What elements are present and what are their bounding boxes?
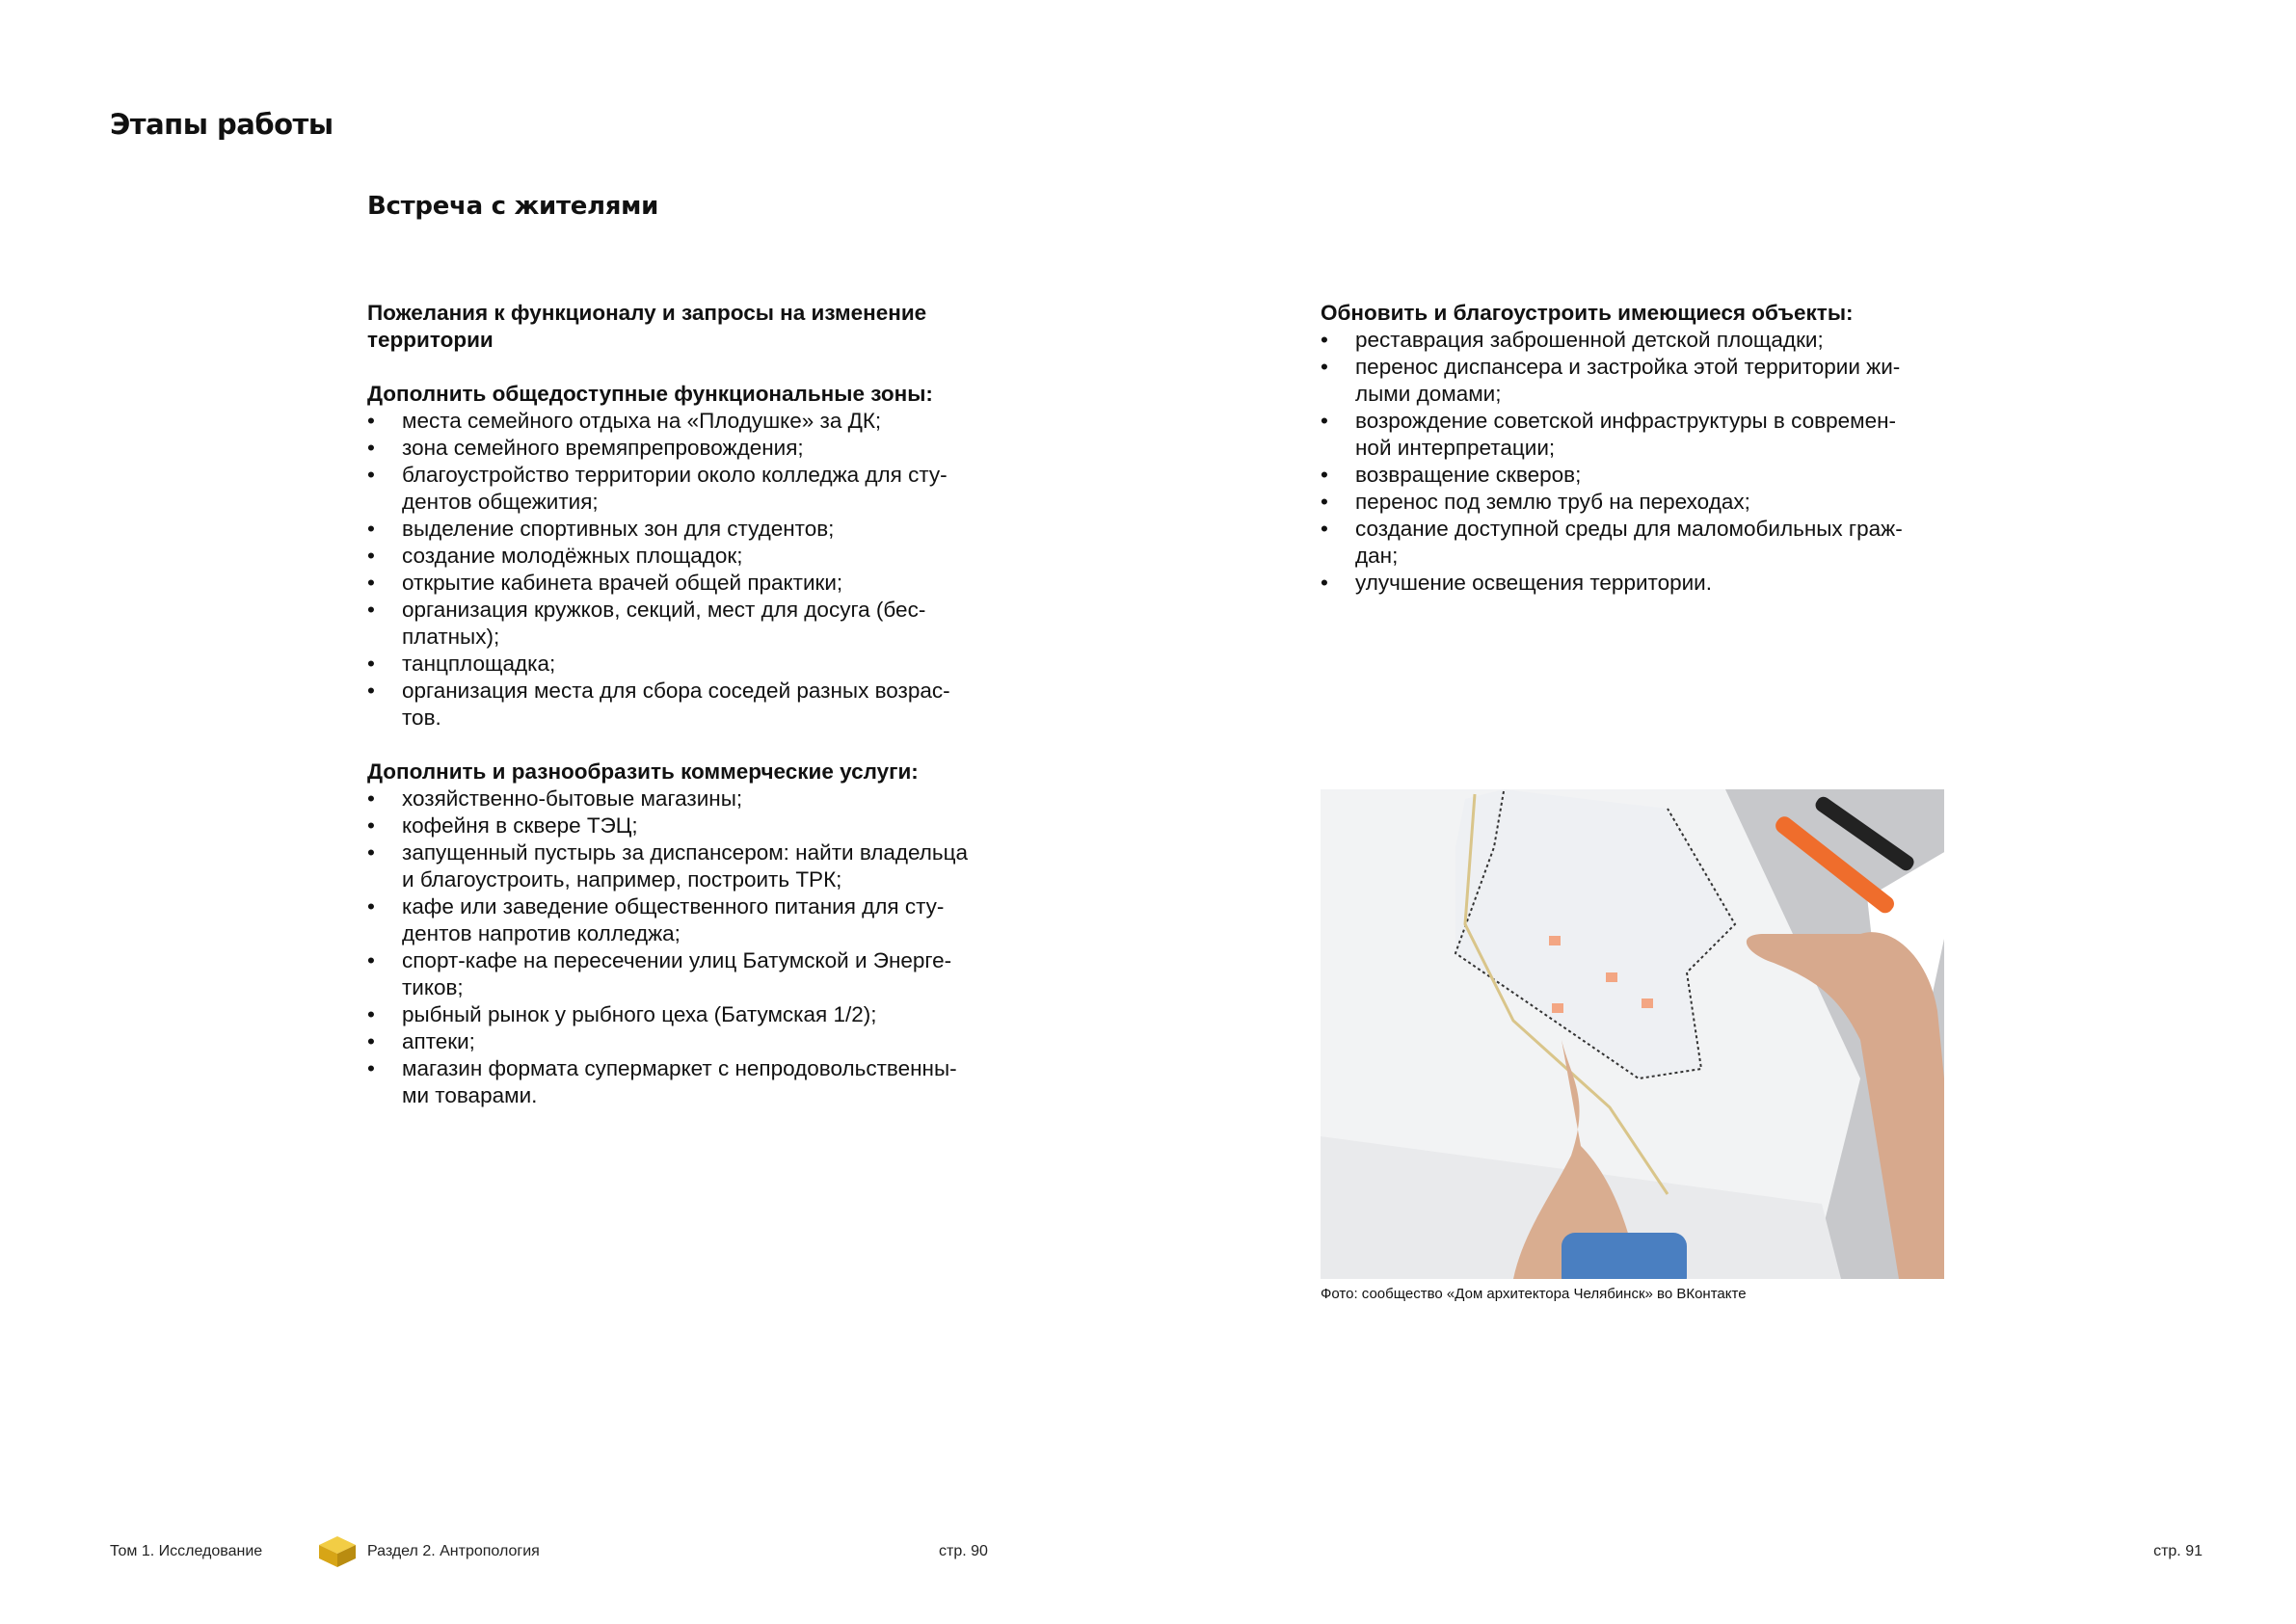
bullet-list: [367, 785, 1003, 1109]
bullet-icon: •: [367, 786, 375, 811]
bullet-icon: •: [1321, 463, 1328, 487]
intro-heading: Пожелания к функционалу и запросы на изменение территории: [367, 301, 927, 352]
section-title: Встреча с жителями: [367, 192, 659, 221]
list-item: [367, 543, 1003, 570]
bullet-icon: •: [367, 1029, 375, 1053]
photo-caption: Фото: сообщество «Дом архитектора Челябинск» во ВКонтакте: [1321, 1286, 1747, 1302]
list-item: [367, 785, 1003, 812]
list-item-text: кафе или заведение общественного питания для сту- дентов напротив колледжа;: [402, 894, 945, 945]
list-item: [367, 435, 1003, 462]
bullet-icon: •: [367, 948, 375, 972]
bullet-icon: •: [367, 544, 375, 568]
list-item-text: возвращение скверов;: [1355, 463, 1582, 487]
list-item: [1321, 570, 1957, 597]
list-item: [367, 1028, 1003, 1055]
list-item: [367, 678, 1003, 732]
bullet-icon: •: [367, 652, 375, 676]
bullet-icon: •: [1321, 328, 1328, 352]
list-item: [367, 408, 1003, 435]
list-item-text: выделение спортивных зон для студентов;: [402, 517, 835, 541]
list-item: [367, 1001, 1003, 1028]
bullet-icon: •: [1321, 355, 1328, 379]
bullet-icon: •: [1321, 571, 1328, 595]
list-item: [367, 947, 1003, 1001]
list-item-text: аптеки;: [402, 1029, 475, 1053]
group-heading: Дополнить общедоступные функциональные зоны:: [367, 382, 933, 406]
list-item: [367, 597, 1003, 651]
page-number-left: стр. 90: [939, 1543, 988, 1559]
list-item-text: реставрация заброшенной детской площадки;: [1355, 328, 1824, 352]
bullet-icon: •: [367, 436, 375, 460]
section-logo-icon: [317, 1534, 358, 1569]
bullet-icon: •: [367, 894, 375, 918]
bullet-icon: •: [367, 1056, 375, 1080]
bullet-icon: •: [367, 571, 375, 595]
right-column: [1321, 300, 1957, 597]
list-item-text: перенос диспансера и застройка этой территории жи- лыми домами;: [1355, 355, 1901, 406]
list-item: [1321, 489, 1957, 516]
list-item-text: спорт-кафе на пересечении улиц Батумской и Энерге- тиков;: [402, 948, 952, 999]
list-item-text: места семейного отдыха на «Плодушке» за ДК;: [402, 409, 882, 433]
left-column: [367, 300, 1003, 1109]
list-item: [1321, 408, 1957, 462]
list-item: [367, 570, 1003, 597]
list-item: [367, 462, 1003, 516]
list-item: [1321, 354, 1957, 408]
list-item: [1321, 462, 1957, 489]
page-number-right: стр. 91: [2153, 1543, 2203, 1559]
list-item-text: хозяйственно-бытовые магазины;: [402, 786, 743, 811]
meeting-photo: [1321, 789, 1944, 1279]
bullet-icon: •: [367, 409, 375, 433]
bullet-icon: •: [1321, 517, 1328, 541]
list-item: [367, 812, 1003, 839]
bullet-icon: •: [1321, 409, 1328, 433]
bullet-icon: •: [367, 679, 375, 703]
list-item: [367, 1055, 1003, 1109]
list-item-text: улучшение освещения территории.: [1355, 571, 1712, 595]
list-item-text: кофейня в сквере ТЭЦ;: [402, 813, 638, 838]
bullet-icon: •: [1321, 490, 1328, 514]
footer-section: Раздел 2. Антропология: [367, 1543, 540, 1559]
list-item-text: организация места для сбора соседей разных возрас- тов.: [402, 679, 950, 730]
bullet-icon: •: [367, 1002, 375, 1026]
list-item: [1321, 516, 1957, 570]
list-item-text: открытие кабинета врачей общей практики;: [402, 571, 843, 595]
bullet-icon: •: [367, 598, 375, 622]
list-item-text: запущенный пустырь за диспансером: найти владельца и благоустроить, например, построить ТРК;: [402, 840, 969, 892]
list-item-text: организация кружков, секций, мест для досуга (бес- платных);: [402, 598, 926, 649]
list-item: [367, 893, 1003, 947]
bullet-icon: •: [367, 517, 375, 541]
list-item-text: создание доступной среды для маломобильных граж- дан;: [1355, 517, 1903, 568]
list-item-text: создание молодёжных площадок;: [402, 544, 743, 568]
group-heading: Дополнить и разнообразить коммерческие услуги:: [367, 759, 919, 784]
group-public-zones: [367, 381, 1003, 732]
photo-icon: [1321, 789, 1944, 1279]
bullet-list: [367, 408, 1003, 732]
group-commercial: [367, 759, 1003, 1109]
list-item-text: зона семейного времяпрепровождения;: [402, 436, 804, 460]
page-title: Этапы работы: [110, 108, 334, 141]
list-item: [367, 651, 1003, 678]
list-item-text: перенос под землю труб на переходах;: [1355, 490, 1750, 514]
footer-volume: Том 1. Исследование: [110, 1543, 263, 1559]
bullet-list: [1321, 327, 1957, 597]
list-item-text: рыбный рынок у рыбного цеха (Батумская 1/2);: [402, 1002, 877, 1026]
list-item-text: благоустройство территории около колледжа для сту- дентов общежития;: [402, 463, 948, 514]
list-item-text: магазин формата супермаркет с непродовольственны- ми товарами.: [402, 1056, 957, 1107]
list-item-text: танцплощадка;: [402, 652, 556, 676]
list-item: [367, 516, 1003, 543]
group-heading: Обновить и благоустроить имеющиеся объекты:: [1321, 301, 1854, 325]
list-item: [1321, 327, 1957, 354]
bullet-icon: •: [367, 840, 375, 865]
list-item: [367, 839, 1003, 893]
list-item-text: возрождение советской инфраструктуры в современ- ной интерпретации;: [1355, 409, 1897, 460]
bullet-icon: •: [367, 813, 375, 838]
bullet-icon: •: [367, 463, 375, 487]
